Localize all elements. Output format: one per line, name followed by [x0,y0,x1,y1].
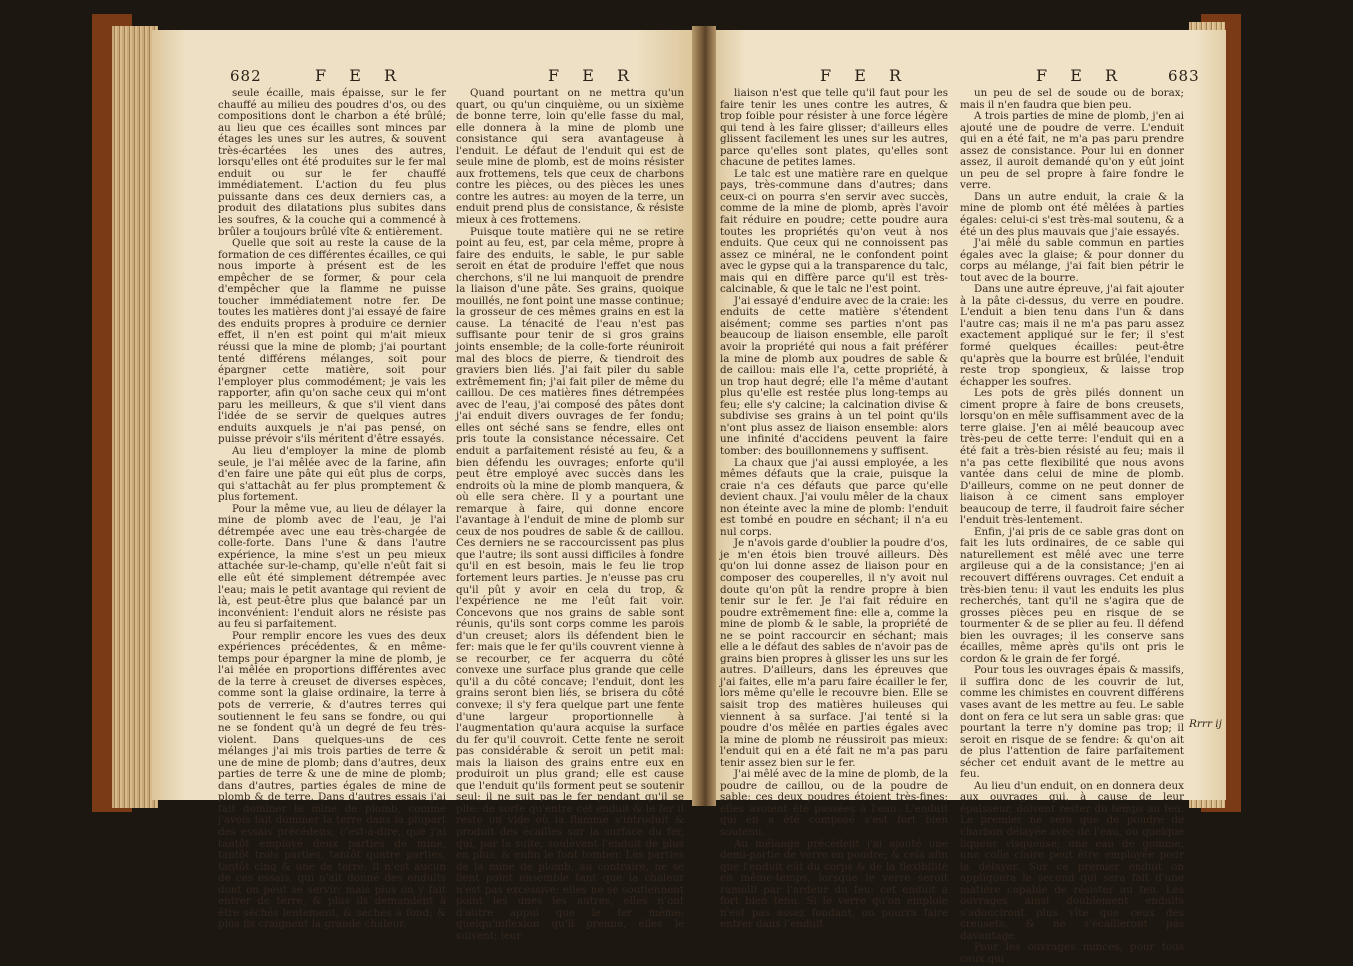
paragraph: Je n'avois garde d'oublier la poudre d'os, je m'en étois bien trouvé ailleurs. Dès qu'on lui donne assez de liaison pour en composer des couperelles, il n'y avoit nul doute qu'on pût la rendre propre à bien tenir sur le fer. Je l'ai fait réduire en poudre extrêmement fine: elle a, comme la mine de plomb & le sable, la propriété de ne se point raccourcir en séchant; mais elle a le défaut des sables de n'avoir pas de grains bien propres à glisser les uns sur les autres. D'ailleurs, dans les épreuves que j'ai faites, elle m'a paru faire écailler le fer, lors même qu'elle le recouvre bien. Elle se saisit trop des matières huileuses qui viennent à sa surface. J'ai tenté si la poudre d'os mêlée en parties égales avec la mine de plomb ne réussiroit pas mieux: l'enduit qui en a été fait ne m'a pas paru tenir assez bien sur le fer. [720,537,948,769]
paragraph: Au mélange précédent j'ai ajouté une demi-partie de verre en poudre; & cela afin que l'enduit eût du corps & de la flexibilité en même-temps, lorsque le verre seroit ramolli par l'ardeur du feu: cet enduit a fort bien tenu. Si le verre qu'on emploie n'est pas assez fondant, on pourra faire entrer dans l'enduit [720,837,948,931]
paragraph: Pour remplir encore les vues des deux expériences précédentes, & en même-temps pour épargner la mine de plomb, je l'ai mêlée en proportions différentes avec de la terre à creuset de diverses espèces, comme sont la glaise ordinaire, la terre à pots de verrerie, & d'autres terres qui soutiennent le feu sans se fondre, ou qui ne se fondent qu'à un degré de feu très-violent. Dans quelques-uns de ces mélanges j'ai mis trois parties de terre & une de mine de plomb; dans d'autres, deux parties de terre & une de mine de plomb; dans d'autres, parties égales de mine de plomb & de terre. Dans d'autres essais j'ai fait dominer la mine de plomb, comme j'avois fait dominer la terre dans la plupart des essais précédens; c'est-à-dire, que j'ai tantôt employé deux parties de mine, tantôt trois parties, tantôt quatre parties, tantôt cinq & une de terre. Il n'est aucun de ces essais, qui n'ait donné des enduits dont on peut se servir: mais plus on y fait entrer de terre, & plus ils demandent à être séchés lentement, & séchés à fond; & plus ils craignent la grande chaleur. [218,629,446,931]
paragraph: Dans une autre épreuve, j'ai fait ajouter à la pâte ci-dessus, du verre en poudre. L'enduit a bien tenu dans l'un & dans l'autre cas; mais il ne m'a pas paru assez exactement appliqué sur le fer; il s'est formé quelques écailles: peut-être qu'après que la bourre est brûlée, l'enduit reste trop spongieux, & laisse trop échapper les soufres. [960,283,1184,388]
paragraph: un peu de sel de soude ou de borax; mais il n'en faudra que bien peu. [960,87,1184,111]
paragraph: J'ai mêlé du sable commun en parties égales avec la glaise; & pour donner du corps au mélange, j'ai fait bien pétrir le tout avec de la bourre. [960,237,1184,284]
paragraph: La chaux que j'ai aussi employée, a les mêmes défauts que la craie, puisque la craie n'a ces défauts que parce qu'elle devient chaux. J'ai voulu mêler de la chaux non éteinte avec la mine de plomb: l'enduit est tombé en poudre en séchant; il n'a eu nul corps. [720,456,948,538]
running-head: F E R [1036,66,1126,85]
paragraph: Le talc est une matière rare en quelque pays, très-commune dans d'autres; dans ceux-ci on pourra s'en servir avec succès, comme de la mine de plomb, après l'avoir fait réduire en poudre; cette poudre aura toutes les propriétés qu'on veut à nos enduits. Que ceux qui ne connoissent pas assez ce minéral, ne le confondent point avec le gypse qui a la transparence du talc, mais qui en diffère parce qu'il est très-calcinable, & que le talc ne l'est point. [720,167,948,296]
paragraph: J'ai essayé d'enduire avec de la craie: les enduits de cette matière s'étendent aisément; comme ses parties n'ont pas beaucoup de liaison ensemble, elle paroît avoir la propriété qui nous a fait préférer la mine de plomb aux poudres de sable & de caillou: mais elle l'a, cette propriété, à un trop haut degré; elle l'a même d'autant plus qu'elle est restée plus long-temps au feu; elle s'y calcine; la calcination divise & subdivise ses grains à un tel point qu'ils n'ont plus assez de liaison ensemble: alors une infinité d'accidens peuvent la faire tomber: des bouillonnemens y suffisent. [720,294,948,457]
page-number: 682 [230,67,262,85]
paragraph: Enfin, j'ai pris de ce sable gras dont on fait les luts ordinaires, de ce sable qui naturellement est mêlé avec une terre argileuse qui a de la consistance; j'en ai recouvert différens ouvrages. Cet enduit a très-bien tenu: il vaut les enduits les plus recherchés, tant qu'il ne s'agira que de grosses pièces peu en risque de se tourmenter & de se plier au feu. Il défend bien les ouvrages; il les conserve sans écailles, même après qu'ils ont pris le cordon & le grain de fer forgé. [960,525,1184,665]
paragraph: Pour la même vue, au lieu de délayer la mine de plomb avec de l'eau, je l'ai détrempée avec une eau très-chargée de colle-forte. Dans l'une & dans l'autre expérience, la mine s'est un peu mieux attachée sur-le-champ, qu'elle n'eût fait si elle eût été simplement détrempée avec l'eau; mais le petit avantage qui revient de là, est peut-être plus que balancé par un inconvénient: l'enduit alors ne résiste pas au feu si parfaitement. [218,502,446,631]
paragraph: J'ai mêlé avec de la mine de plomb, de la poudre de caillou, ou de la poudre de sable: ces deux poudres étoient très-fines; elles avoient été passées à l'eau. L'enduit qui en a été composé s'est fort bien soutenu. [720,768,948,838]
paragraph: Puisque toute matière qui ne se retire point au feu, est, par cela même, propre à faire des enduits, le sable, le pur sable seroit en état de produire l'effet que nous cherchons, s'il ne lui manquoit de prendre la liaison d'une pâte. Ses grains, quoique mouillés, ne font point une masse continue; la grosseur de ces mêmes grains en est la cause. La ténacité de l'eau n'est pas suffisante pour tenir de si gros grains joints ensemble; de la colle-forte réuniroit mal des blocs de pierre, & tiendroit des graviers bien liés. J'ai fait piler du sable extrêmement fin; j'ai fait piler de même du caillou. De ces matières fines détrempées avec de l'eau, j'ai composé des pâtes dont j'ai enduit divers ouvrages de fer fondu; elles ont séché sans se fendre, elles ont pris toute la consistance nécessaire. Cet enduit a parfaitement résisté au feu, & a bien défendu les ouvrages; enforte qu'il peut être employé avec succès dans les endroits où la mine de plomb manquera, & où elle sera chère. Il y a pourtant une remarque à faire, qui donne encore l'avantage à l'enduit de mine de plomb sur ceux de nos poudres de sable & de caillou. Ces derniers ne se raccourcissent pas plus que l'autre; ils sont aussi difficiles à fondre qu'il en est besoin, mais le feu lie trop fortement leurs parties. Je n'eusse pas cru qu'il pût y avoir en cela du trop, & l'expérience ne me l'eût fait voir. Concevons que nos grains de sable sont réunis, qu'ils sont corps comme les parois d'un creuset; alors ils défendent bien le fer: mais que le fer qu'ils couvrent vienne à se recourber, ce fer acquerra du côté convexe une surface plus grande que celle qu'il a du côté concave; l'enduit, dont les grains seront bien liés, se brisera du côté convexe; il s'y fera quelque part une fente d'une largeur proportionnelle à l'augmentation qu'aura acquise la surface du fer qu'il couvroit. Cette fente ne seroit pas considérable & seroit un petit mal: mais la liaison des grains entre eux en produiroit un plus grand; elle est cause que l'enduit qu'ils forment peut se soutenir seul; il ne suit pas le fer pendant qu'il se plie: de sorte qu'entre cet enduit & le fer il reste un vide où la flamme s'introduit & produit des écailles sur la surface du fer, qui, par la suite, soulèvent l'enduit de plus en plus, & enfin le font tomber. Les parties de la mine de plomb, au contraire, ne se lient point ensemble tant que la chaleur n'est pas excessive; elles ne se soutiennent point les unes les autres, elles n'ont d'autre appui que le fer même: quelqu'inflexion qu'il prenne, elles le suivent; leur [456,225,684,942]
paragraph: Dans un autre enduit, la craie & la mine de plomb ont été mêlées à parties égales: celui-ci s'est très-mal soutenu, & a été un des plus mauvais que j'aie essayés. [960,190,1184,238]
paragraph: A trois parties de mine de plomb, j'en ai ajouté une de poudre de verre. L'enduit qui en a été fait, ne m'a pas paru prendre assez de consistance. Pour lui en donner assez, il auroit demandé qu'on y eût joint un peu de sel propre à faire fondre le verre. [960,110,1184,192]
text-column [218,87,446,931]
paragraph: Les pots de grès pilés donnent un ciment propre à faire de bons creusets, lorsqu'on en mêle suffisamment avec de la terre glaise. J'en ai mêlé beaucoup avec très-peu de cette terre: l'enduit qui en a été fait a très-bien résisté au feu; mais il n'a pas cette flexibilité que nous avons vantée dans celui de mine de plomb. D'ailleurs, comme on ne peut donner de liaison à ce ciment sans employer beaucoup de terre, il faudroit faire sécher l'enduit très-lentement. [960,387,1184,527]
paragraph: Quand pourtant on ne mettra qu'un quart, ou qu'un cinquième, ou un sixième de bonne terre, loin qu'elle fasse du mal, elle donnera à la mine de plomb une consistance qui sera avantageuse à l'enduit. Le défaut de l'enduit qui est de seule mine de plomb, est de moins résister aux frottemens, tels que ceux de charbons contre les pièces, ou des pièces les unes contre les autres: au moyen de la terre, un enduit prend plus de consistance, & résiste mieux à ces frottemens. [456,87,684,227]
text-column [456,87,684,942]
running-head: F E R [315,66,405,85]
signature-mark: Rrrr ij [1189,718,1222,730]
running-head: F E R [548,66,638,85]
paragraph: Au lieu d'employer la mine de plomb seule, je l'ai mêlée avec de la farine, afin d'en faire une pâte qui eût plus de corps, qui s'attachât au fer plus promptement & plus fortement. [218,444,446,504]
text-column [720,87,948,931]
page-number: 683 [1168,67,1200,85]
text-column [960,87,1184,966]
paragraph: Quelle que soit au reste la cause de la formation de ces différentes écailles, ce qui nous importe à présent est de les empêcher de se former, & pour cela d'empêcher que la flamme ne puisse toucher immédiatement notre fer. De toutes les matières dont j'ai essayé de faire des enduits propres à produire ce dernier effet, il n'en est point qui m'ait mieux réussi que la mine de plomb; j'ai pourtant tenté différens mélanges, soit pour épargner cette matière, soit pour l'employer plus commodément; je vais les rapporter, afin qu'on sache ceux qui m'ont paru les meilleurs, & que s'il vient dans l'idée de se servir de quelques autres enduits auxquels je n'ai pas pensé, on puisse prévoir s'ils méritent d'être essayés. [218,237,446,446]
paragraph: Pour tous les ouvrages épais & massifs, il suffira donc de les couvrir de lut, comme les chimistes en couvrent différens vases avant de les mettre au feu. Le sable dont on fera ce lut sera un sable gras: que pourtant la terre n'y domine pas trop; il seroit en risque de se fendre: & qu'on ait de plus l'attention de faire parfaitement sécher cet enduit avant de le mettre au feu. [960,664,1184,781]
book-gutter [692,26,716,806]
running-head: F E R [820,66,910,85]
paragraph: seule écaille, mais épaisse, sur le fer chauffé au milieu des poudres d'os, ou des compositions dont le charbon a été brûlé; au lieu que ces écailles sont minces par étages les unes sur les autres, & souvent très-écartées les unes des autres, lorsqu'elles ont été produites sur le fer mal enduit ou sur le fer chauffé immédiatement. L'action du feu plus puissante dans ces deux derniers cas, a produit des dilatations plus subites dans les soufres, & la couche qui a commencé à brûler a toujours brûlé vîte & entièrement. [218,87,446,238]
paragraph: liaison n'est que telle qu'il faut pour les faire tenir les unes contre les autres, & trop foible pour résister à une force légère qui tend à les faire glisser; d'ailleurs elles glissent facilement les unes sur les autres, parce qu'elles sont plates, qu'elles sont chacune de petites lames. [720,87,948,169]
paragraph: Au lieu d'un enduit, on en donnera deux aux ouvrages qui, à cause de leur épaisseur, doivent rester du temps au feu. Le premier ne sera que de poudre de charbon délayée avec de l'eau, ou quelque liqueur visqueuse; une eau de gomme, une colle claire peut être employée pour la délayer. Sur ce premier enduit on appliquera le second qui sera fait d'une matière capable de résister au feu. Les ouvrages ainsi doublement enduits s'adouciront plus vîte que ceux des creusets, & ne s'écailleront pas davantage. [960,779,1184,942]
paragraph: Pour les ouvrages minces, pour tous ceux qui [960,941,1184,966]
